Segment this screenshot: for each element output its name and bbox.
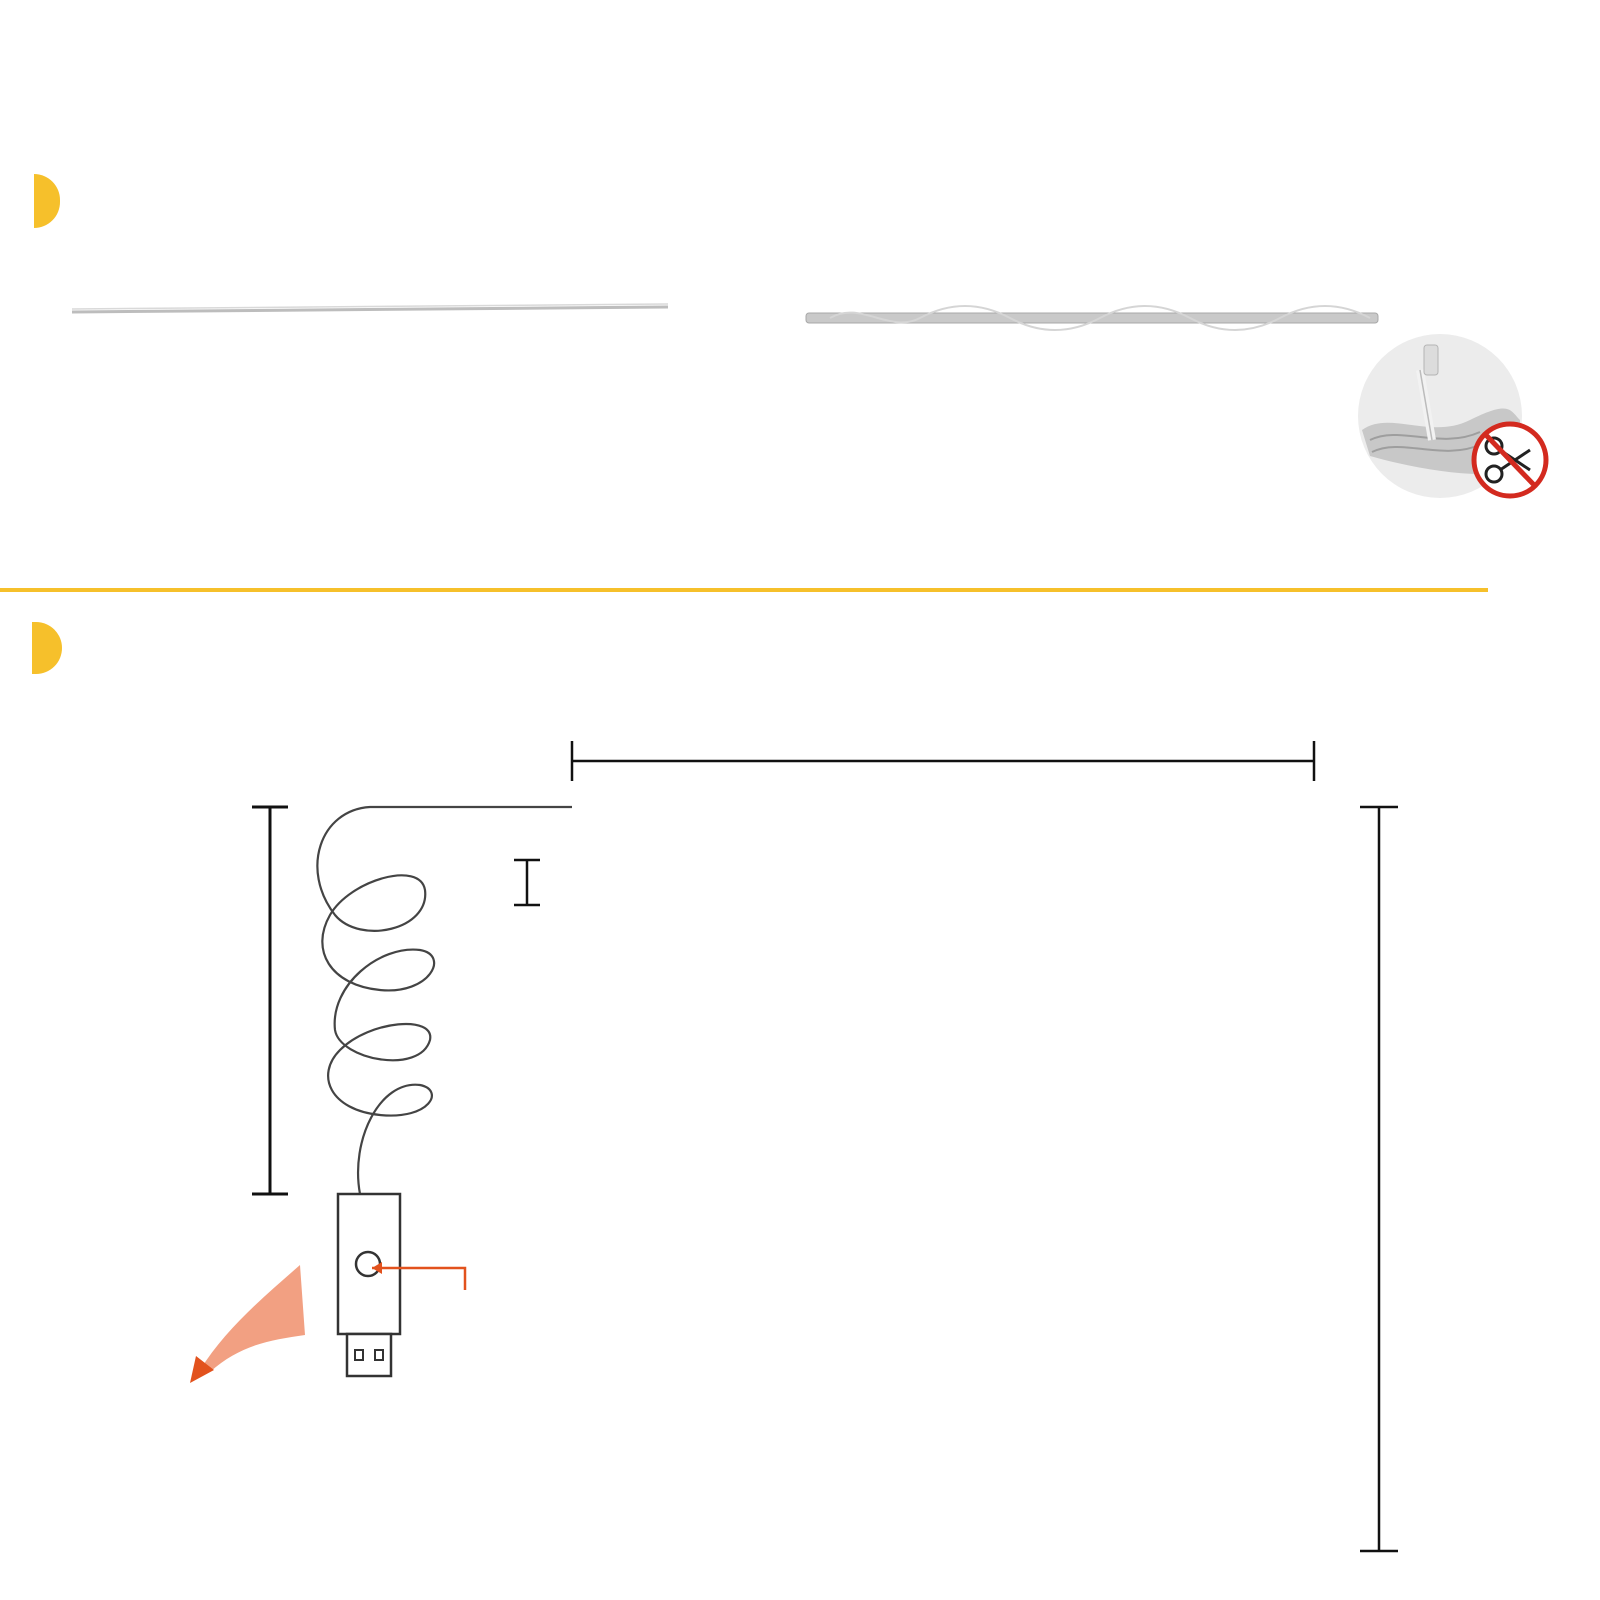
height-dimension (1360, 807, 1398, 1551)
arrow-icon (190, 1265, 305, 1383)
step2-illustration (806, 306, 1378, 330)
section-divider (0, 588, 1488, 592)
no-scissors-icon (1474, 424, 1546, 496)
extension-cord (317, 807, 572, 1194)
extension-dimension (252, 807, 288, 1194)
usb-plug-icon (338, 1194, 400, 1376)
extension-cord-label (180, 966, 188, 970)
bulb-spacing-dimension (514, 860, 540, 905)
step1-illustration (72, 304, 668, 312)
width-dimension (572, 741, 1314, 781)
